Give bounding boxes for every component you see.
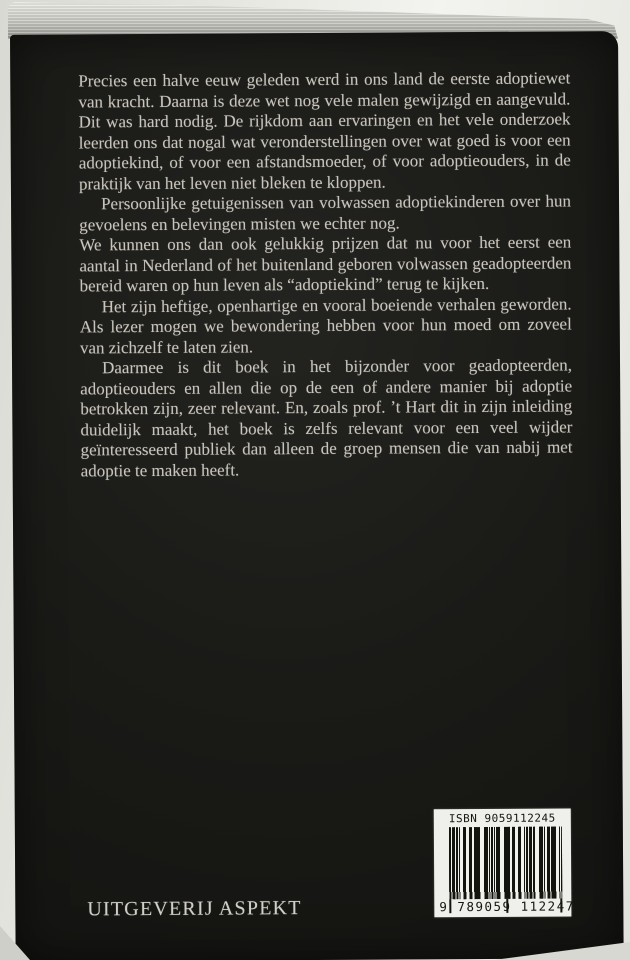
blurb-paragraph-2: Persoonlijke getuigenissen van volwassen adoptiekinderen over hun gevoelens en belevingen misten we echter nog. xyxy=(79,191,572,234)
blurb-paragraph-3: We kunnen ons dan ook gelukkig prijzen dat nu voor het eerst een aantal in Nederland of het buitenland geboren volwassen geadopteerden bereid waren op hun leven als “adoptiekind” terug te kijken. xyxy=(79,232,572,296)
blurb-paragraph-5: Daarmee is dit boek in het bijzonder voor geadopteerden, adoptieouders en allen die op de een of andere manier bij adoptie betrokken zijn, zeer relevant. En, zoals prof. ’t Hart dit in zijn inleiding duidelijk maakt, het boek is zelfs relevant voor een veel wijder geïnteresseerd publiek dan alleen de groep mensen die van nabij met adoptie te maken heeft. xyxy=(80,355,573,480)
barcode-bars xyxy=(449,827,562,900)
back-cover-blurb xyxy=(78,68,572,481)
blurb-paragraph-1: Precies een halve eeuw geleden werd in ons land de eerste adoptiewet van kracht. Daarna is deze wet nog vele malen gewijzigd en aangevuld. Dit was hard nodig. De rijkdom aan ervaringen en het vele onderzoek leerden ons dat nogal wat veronderstellingen over wat goed is voor een adoptiekind, of voor een afstandsmoeder, of voor adoptieouders, in de praktijk van het leven niet bleken te kloppen. xyxy=(78,68,571,193)
publisher-name: UITGEVERIJ ASPEKT xyxy=(87,897,302,921)
blurb-paragraph-4: Het zijn heftige, openhartige en vooral boeiende verhalen geworden. Als lezer mogen we bewondering hebben voor hun moed om zoveel van zichzelf te laten zien. xyxy=(79,293,572,357)
barcode-isbn-label: ISBN 9059112245 xyxy=(448,811,556,826)
book-back-cover xyxy=(10,31,624,960)
isbn-barcode xyxy=(434,808,575,917)
barcode-ean-digits: 9 789059 112247 xyxy=(439,898,575,915)
